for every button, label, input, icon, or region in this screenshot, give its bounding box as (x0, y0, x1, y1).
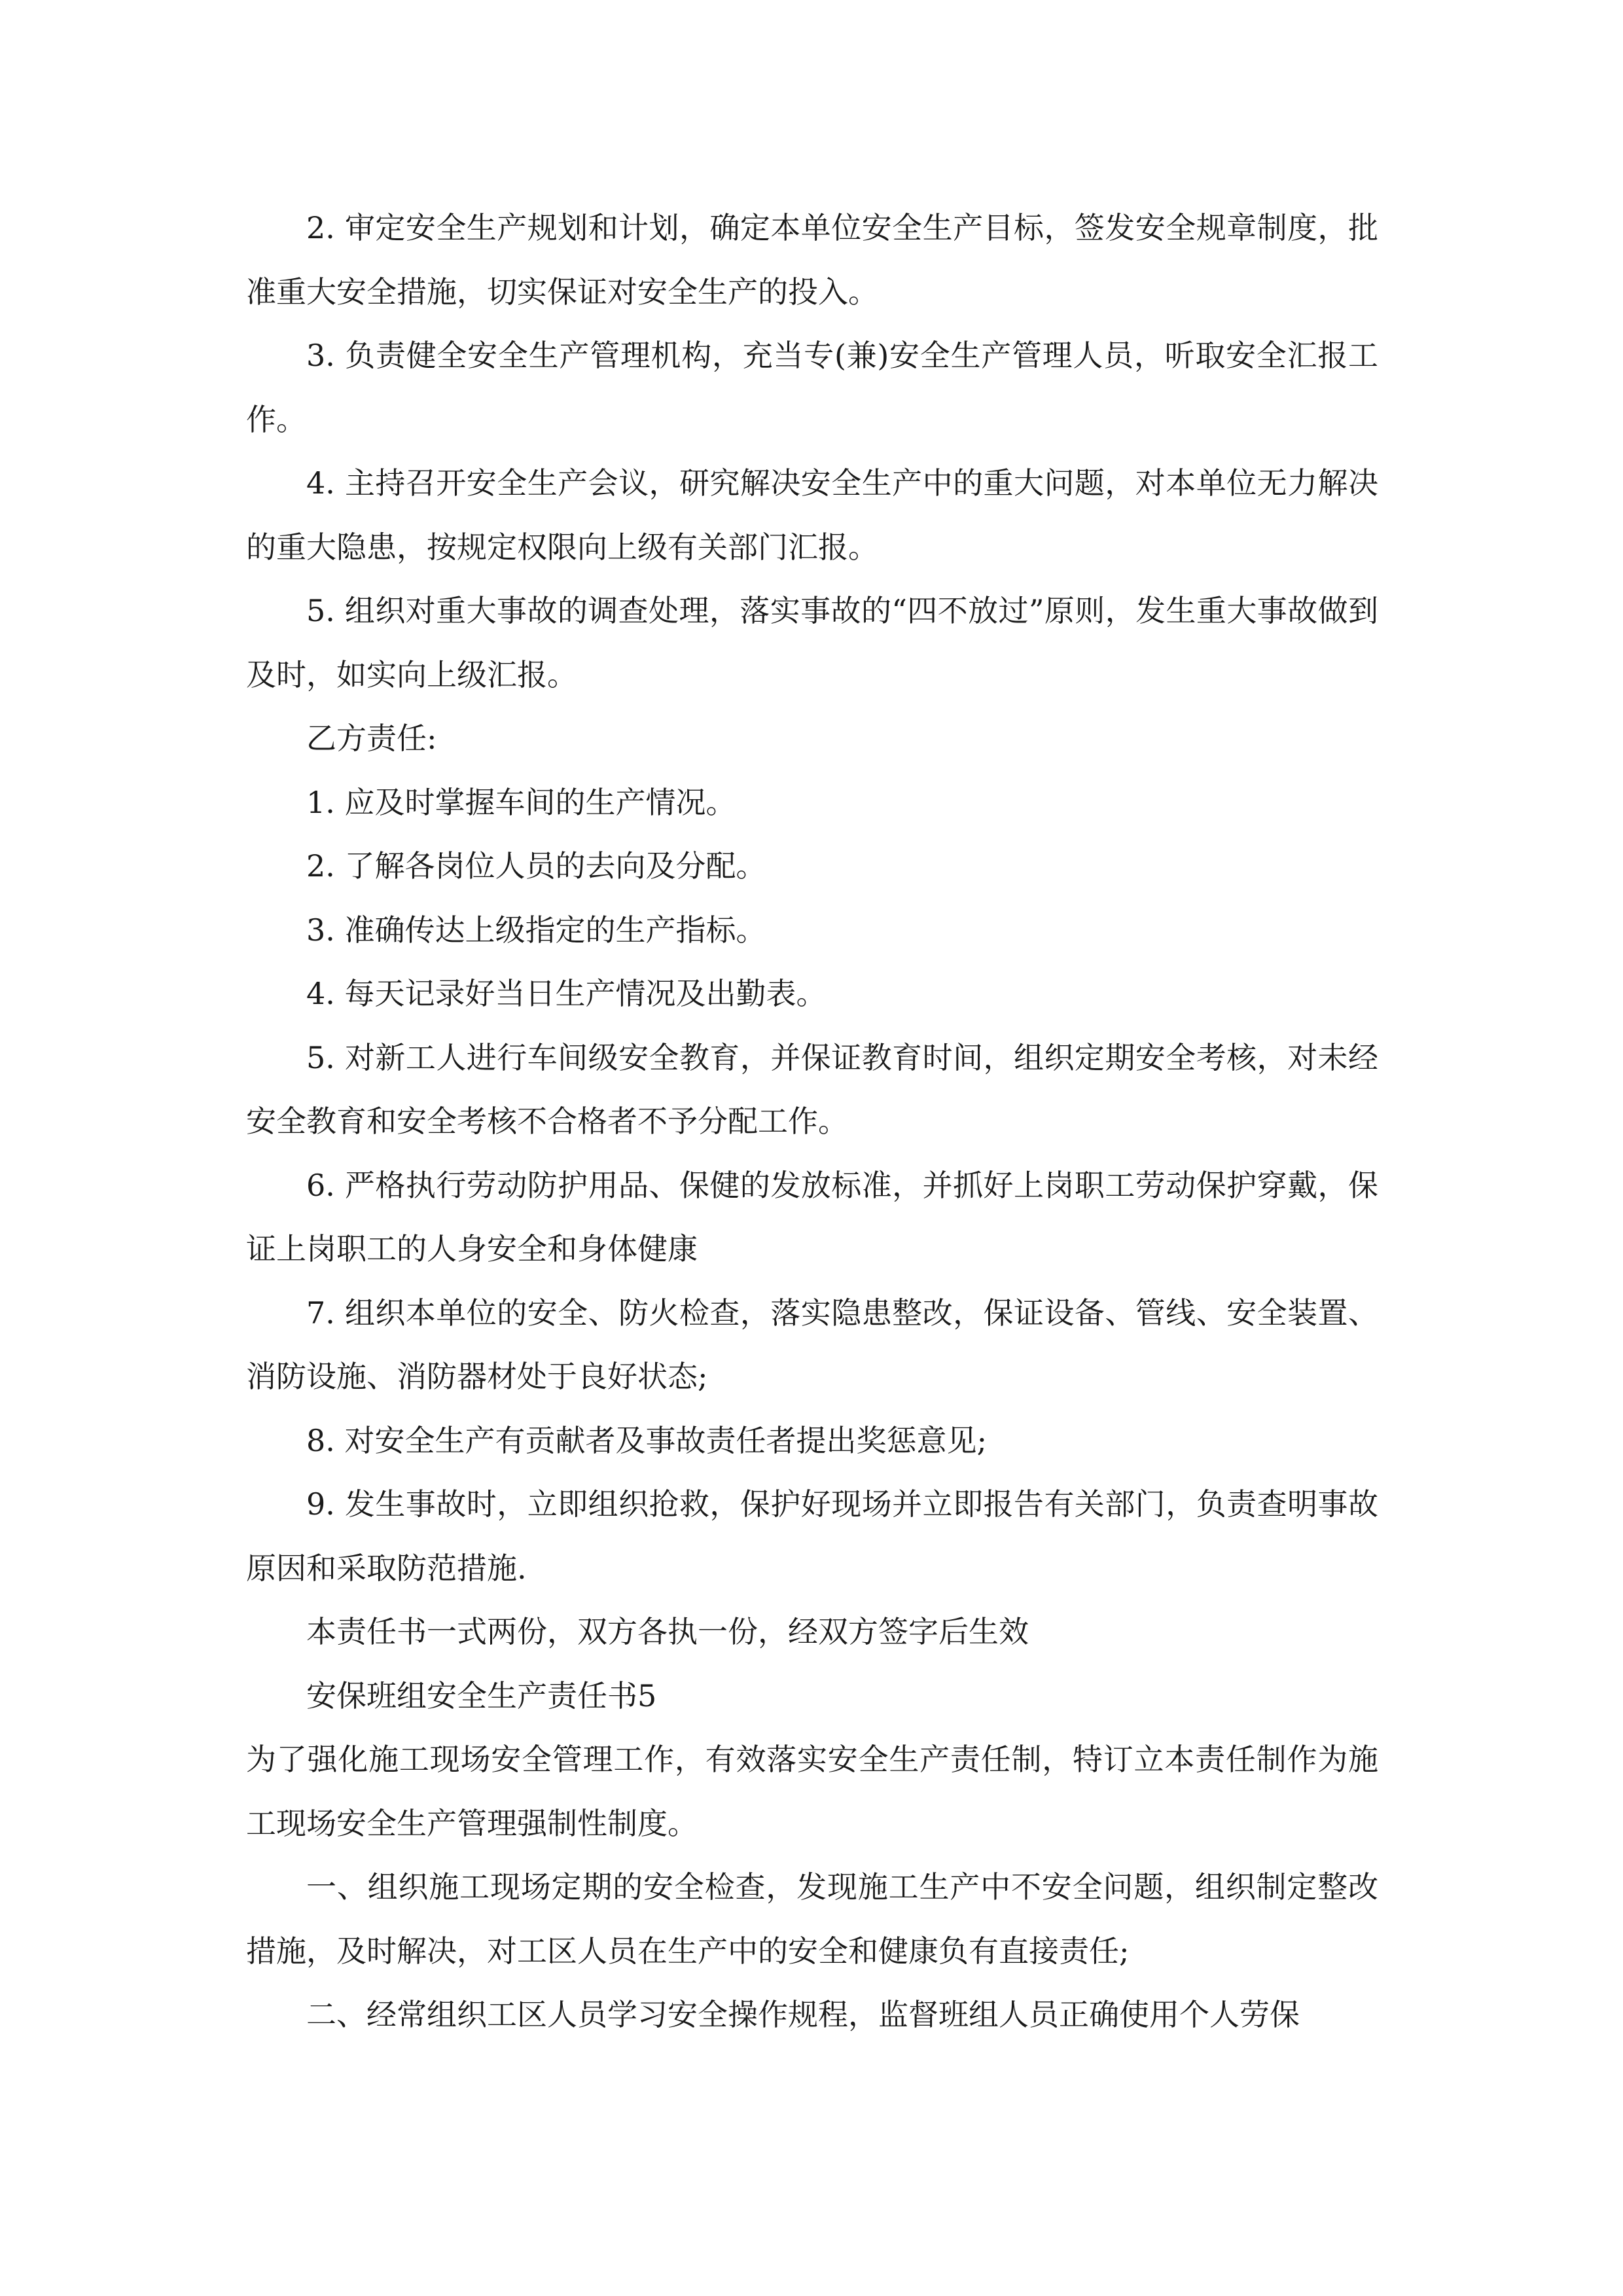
paragraph-party-b-item-3: 3. 准确传达上级指定的生产指标。 (306, 912, 766, 948)
document-body (246, 196, 1378, 2047)
paragraph-party-b-item-4: 4. 每天记录好当日生产情况及出勤表。 (306, 976, 827, 1011)
paragraph-party-b-item-2: 2. 了解各岗位人员的去向及分配。 (306, 848, 766, 884)
paragraph-party-b-item-7: 7. 组织本单位的安全、防火检查，落实隐患整改，保证设备、管线、安全装置、消防设施、消防器材处于良好状态; (246, 1295, 1378, 1394)
paragraph-party-a-item-2: 2. 审定安全生产规划和计划，确定本单位安全生产目标，签发安全规章制度，批准重大安全措施，切实保证对安全生产的投入。 (246, 210, 1378, 310)
paragraph-party-b-item-1: 1. 应及时掌握车间的生产情况。 (306, 784, 736, 820)
paragraph-party-b-item-6: 6. 严格执行劳动防护用品、保健的发放标准，并抓好上岗职工劳动保护穿戴，保证上岗职工的人身安全和身体健康 (246, 1167, 1378, 1266)
paragraph-intro: 为了强化施工现场安全管理工作，有效落实安全生产责任制，特订立本责任制作为施工现场安全生产管理强制性制度。 (246, 1742, 1378, 1841)
heading-party-b-responsibilities: 乙方责任: (306, 721, 437, 756)
paragraph-clause-2: 二、经常组织工区人员学习安全操作规程，监督班组人员正确使用个人劳保 (306, 1997, 1300, 2032)
paragraph-party-b-item-8: 8. 对安全生产有贡献者及事故责任者提出奖惩意见; (306, 1422, 988, 1458)
paragraph-party-a-item-4: 4. 主持召开安全生产会议，研究解决安全生产中的重大问题，对本单位无力解决的重大隐患，按规定权限向上级有关部门汇报。 (246, 465, 1378, 565)
paragraph-clause-1: 一、组织施工现场定期的安全检查，发现施工生产中不安全问题，组织制定整改措施，及时解决，对工区人员在生产中的安全和健康负有直接责任; (246, 1869, 1378, 1969)
paragraph-party-b-item-9: 9. 发生事故时，立即组织抢救，保护好现场并立即报告有关部门，负责查明事故原因和采取防范措施. (246, 1486, 1378, 1586)
section-title: 安保班组安全生产责任书5 (306, 1677, 657, 1713)
paragraph-party-a-item-5: 5. 组织对重大事故的调查处理，落实事故的“四不放过”原则，发生重大事故做到及时，如实向上级汇报。 (246, 593, 1378, 692)
paragraph-party-b-item-5: 5. 对新工人进行车间级安全教育，并保证教育时间，组织定期安全考核，对未经安全教育和安全考核不合格者不予分配工作。 (246, 1039, 1378, 1139)
paragraph-closing-note: 本责任书一式两份，双方各执一份，经双方签字后生效 (306, 1614, 1029, 1649)
paragraph-party-a-item-3: 3. 负责健全安全生产管理机构，充当专(兼)安全生产管理人员，听取安全汇报工作。 (246, 338, 1378, 437)
